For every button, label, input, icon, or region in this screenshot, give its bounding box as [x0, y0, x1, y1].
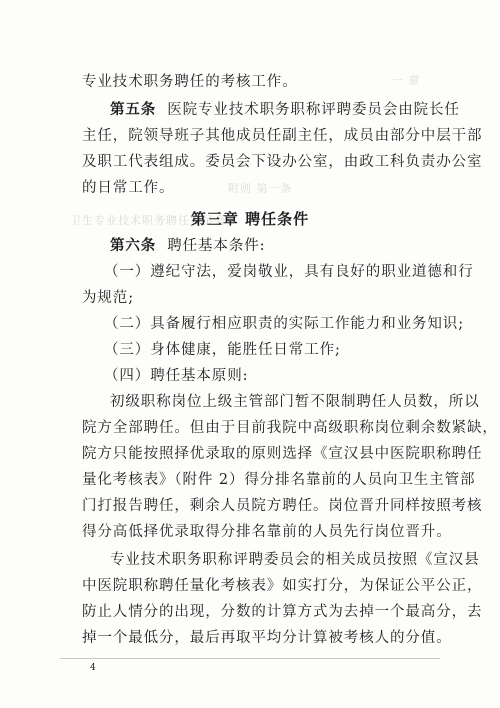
footer-rule — [60, 658, 440, 659]
text-line: 专业技术职务职称评聘委员会的相关成员按照《宣汉县 — [110, 552, 480, 568]
article-5-text: 医院专业技术职务职称评聘委员会由院长任 — [167, 102, 460, 118]
article-6-line — [110, 236, 428, 256]
chapter-heading: 第三章 聘任条件 — [190, 210, 310, 228]
show-through-mark: 附则 第一条 — [228, 182, 293, 195]
text-line: 主任，院领导班子其他成员任副主任，成员由部分中层干部 — [82, 128, 483, 144]
list-item: （二）具备履行相应职责的实际工作能力和业务知识; — [104, 316, 464, 332]
list-item: （三）身体健康，能胜任日常工作; — [104, 342, 341, 358]
text-line: 防止人情分的出现，分数的计算方式为去掉一个最高分，去 — [82, 604, 483, 620]
text-line: 的日常工作。 — [82, 180, 175, 196]
show-through-mark: 一 章 — [392, 74, 421, 87]
article-5-label: 第五条 — [110, 101, 157, 118]
text-line: 门打报告聘任，剩余人员院方聘任。岗位晋升同样按照考核 — [82, 498, 483, 514]
list-item: （一）遵纪守法，爱岗敬业，具有良好的职业道德和行 — [104, 264, 474, 280]
page-number: 4 — [90, 663, 96, 673]
text-line: 初级职称岗位上级主管部门暂不限制聘任人员数，所以 — [110, 394, 480, 410]
text-line: 中医院职称聘任量化考核表》如实打分，为保证公平公正， — [82, 578, 483, 594]
text-line: 专业技术职务聘任的考核工作。 — [82, 74, 298, 90]
text-line: 得分高低择优录取得分排名靠前的人员先行岗位晋升。 — [82, 524, 452, 540]
article-5-line — [110, 100, 460, 120]
list-item: （四）聘任基本原则: — [104, 368, 249, 384]
article-6-text: 聘任基本条件: — [167, 238, 266, 254]
text-line: 量化考核表》（附件 2）得分排名靠前的人员向卫生主管部 — [82, 472, 476, 488]
text-line: 掉一个最低分，最后再取平均分计算被考核人的分值。 — [82, 630, 452, 646]
text-line: 院方只能按照择优录取的原则选择《宣汉县中医院职称聘任 — [82, 446, 483, 462]
text-line: 及职工代表组成。委员会下设办公室，由政工科负责办公室 — [82, 154, 483, 170]
list-item: 为规范; — [82, 290, 134, 306]
show-through-mark: 卫生专业技术职务聘任委员会 — [70, 214, 226, 227]
text-line: 院方全部聘任。但由于目前我院中高级职称岗位剩余数紧缺， — [82, 420, 498, 436]
article-6-label: 第六条 — [110, 237, 157, 254]
